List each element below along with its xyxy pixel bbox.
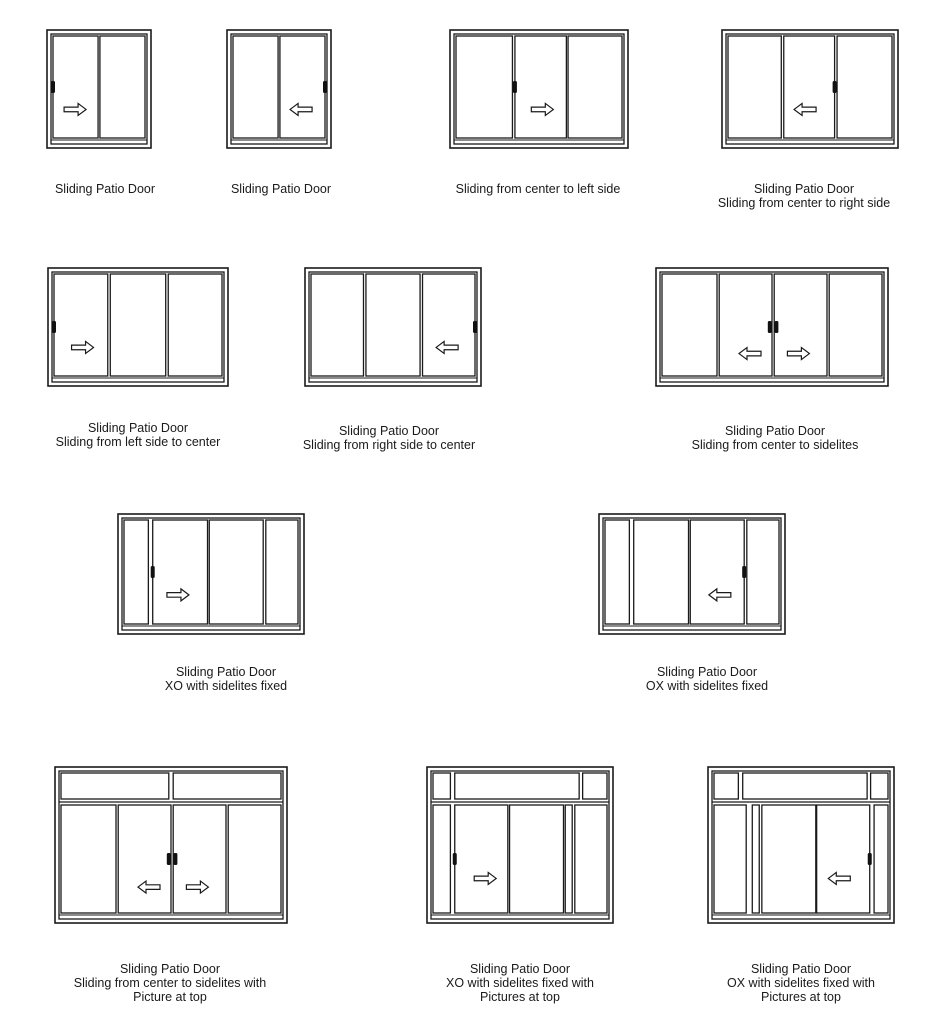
- glass-panel: [280, 36, 325, 138]
- d12-caption: [727, 962, 875, 1004]
- d7-caption: [692, 424, 859, 452]
- glass-panel: [311, 274, 363, 376]
- glass-panel: [605, 520, 629, 624]
- outer-frame: [227, 30, 331, 148]
- glass-panel: [762, 805, 816, 913]
- caption-line: Pictures at top: [761, 990, 841, 1004]
- door-handle-icon: [173, 853, 177, 865]
- glass-panel: [456, 36, 512, 138]
- glass-panel: [266, 520, 298, 624]
- inner-frame: [52, 272, 224, 382]
- door-handle-icon: [473, 321, 477, 333]
- arrow-right-icon: [167, 589, 189, 601]
- glass-panel: [714, 773, 738, 799]
- d3-caption: [456, 182, 621, 196]
- outer-frame: [118, 514, 304, 634]
- glass-panel: [423, 274, 475, 376]
- d9-caption: [646, 665, 768, 693]
- d9-drawing: [599, 514, 785, 634]
- arrow-left-icon: [794, 103, 816, 115]
- outer-frame: [708, 767, 894, 923]
- arrow-left-icon: [138, 881, 160, 893]
- arrow-left-icon: [739, 348, 761, 360]
- caption-line: Sliding from left side to center: [55, 435, 221, 449]
- glass-panel: [124, 520, 148, 624]
- d6-caption: [303, 424, 475, 452]
- glass-panel: [153, 520, 208, 624]
- glass-panel: [719, 274, 772, 376]
- d4-caption: [718, 182, 890, 210]
- arrow-left-icon: [290, 103, 312, 115]
- d12-drawing: [708, 767, 894, 923]
- glass-panel: [575, 805, 607, 913]
- door-handle-icon: [453, 853, 457, 865]
- outer-frame: [599, 514, 785, 634]
- caption-line: Sliding Patio Door: [119, 962, 221, 976]
- d1-drawing: [47, 30, 151, 148]
- caption-line: Sliding from center to right side: [717, 196, 891, 210]
- glass-panel: [61, 773, 169, 799]
- inner-frame: [726, 34, 894, 144]
- glass-panel: [784, 36, 835, 138]
- d4-drawing: [722, 30, 898, 148]
- glass-panel: [455, 773, 579, 799]
- arrow-left-icon: [709, 589, 731, 601]
- d10-caption: [74, 962, 266, 1004]
- glass-panel: [728, 36, 781, 138]
- d8-caption: [165, 665, 287, 693]
- glass-panel: [634, 520, 689, 624]
- glass-panel: [583, 773, 607, 799]
- glass-panel: [433, 805, 450, 913]
- d10-drawing: [55, 767, 287, 923]
- glass-panel: [515, 36, 566, 138]
- door-handle-icon: [768, 321, 772, 333]
- glass-panel: [662, 274, 717, 376]
- glass-panel: [565, 805, 572, 913]
- caption-line: Sliding Patio Door: [175, 665, 277, 679]
- d6-drawing: [305, 268, 481, 386]
- outer-frame: [47, 30, 151, 148]
- glass-panel: [168, 274, 222, 376]
- arrow-right-icon: [787, 348, 809, 360]
- d7-drawing: [656, 268, 888, 386]
- caption-line: Sliding Patio Door: [338, 424, 440, 438]
- door-handle-icon: [774, 321, 778, 333]
- glass-panel: [118, 805, 171, 913]
- caption-line: Sliding from center to sidelites: [691, 438, 859, 452]
- glass-panel: [209, 520, 263, 624]
- caption-line: Sliding Patio Door: [469, 962, 571, 976]
- caption-line: Sliding Patio Door: [656, 665, 758, 679]
- outer-frame: [48, 268, 228, 386]
- glass-panel: [837, 36, 892, 138]
- d11-caption: [446, 962, 594, 1004]
- caption-line: Pictures at top: [480, 990, 560, 1004]
- d11-drawing: [427, 767, 613, 923]
- caption-line: Sliding from center to left side: [455, 182, 621, 196]
- caption-line: Picture at top: [133, 990, 207, 1004]
- glass-panel: [233, 36, 278, 138]
- d8-drawing: [118, 514, 304, 634]
- caption-line: Sliding Patio Door: [753, 182, 855, 196]
- outer-frame: [305, 268, 481, 386]
- arrow-right-icon: [531, 103, 553, 115]
- caption-line: OX with sidelites fixed: [645, 679, 769, 693]
- d3-drawing: [450, 30, 628, 148]
- d2-caption: [231, 182, 331, 196]
- inner-frame: [51, 34, 147, 144]
- glass-panel: [714, 805, 746, 913]
- door-handle-icon: [513, 81, 517, 93]
- glass-panel: [743, 773, 867, 799]
- door-handle-icon: [167, 853, 171, 865]
- glass-panel: [871, 773, 888, 799]
- arrow-left-icon: [828, 872, 850, 884]
- caption-line: Sliding from center to sidelites with: [73, 976, 267, 990]
- door-handle-icon: [51, 81, 55, 93]
- door-handle-icon: [742, 566, 746, 578]
- caption-line: Sliding Patio Door: [230, 182, 332, 196]
- door-handle-icon: [833, 81, 837, 93]
- glass-panel: [173, 805, 226, 913]
- door-handle-icon: [151, 566, 155, 578]
- arrow-right-icon: [186, 881, 208, 893]
- inner-frame: [231, 34, 327, 144]
- arrow-right-icon: [72, 341, 94, 353]
- d5-drawing: [48, 268, 228, 386]
- arrow-right-icon: [64, 103, 86, 115]
- glass-panel: [874, 805, 888, 913]
- inner-frame: [309, 272, 477, 382]
- inner-frame: [454, 34, 624, 144]
- glass-panel: [110, 274, 165, 376]
- glass-panel: [228, 805, 281, 913]
- door-handle-icon: [52, 321, 56, 333]
- d5-caption: [56, 421, 221, 449]
- glass-panel: [433, 773, 450, 799]
- glass-panel: [774, 274, 827, 376]
- d2-drawing: [227, 30, 331, 148]
- glass-panel: [61, 805, 116, 913]
- glass-panel: [752, 805, 759, 913]
- caption-line: Sliding from right side to center: [302, 438, 476, 452]
- outer-frame: [450, 30, 628, 148]
- caption-line: OX with sidelites fixed with: [727, 976, 875, 990]
- arrow-right-icon: [474, 872, 496, 884]
- caption-line: Sliding Patio Door: [87, 421, 189, 435]
- caption-line: XO with sidelites fixed: [164, 679, 288, 693]
- glass-panel: [455, 805, 508, 913]
- d1-caption: [55, 182, 155, 196]
- caption-line: XO with sidelites fixed with: [446, 976, 594, 990]
- caption-line: Sliding Patio Door: [724, 424, 826, 438]
- door-handle-icon: [323, 81, 327, 93]
- glass-panel: [690, 520, 744, 624]
- glass-panel: [510, 805, 564, 913]
- caption-line: Sliding Patio Door: [54, 182, 156, 196]
- glass-panel: [817, 805, 870, 913]
- glass-panel: [568, 36, 622, 138]
- glass-panel: [747, 520, 779, 624]
- glass-panel: [54, 274, 108, 376]
- glass-panel: [173, 773, 281, 799]
- glass-panel: [100, 36, 145, 138]
- arrow-left-icon: [436, 341, 458, 353]
- glass-panel: [366, 274, 420, 376]
- caption-line: Sliding Patio Door: [750, 962, 852, 976]
- door-handle-icon: [868, 853, 872, 865]
- glass-panel: [829, 274, 882, 376]
- glass-panel: [53, 36, 98, 138]
- outer-frame: [722, 30, 898, 148]
